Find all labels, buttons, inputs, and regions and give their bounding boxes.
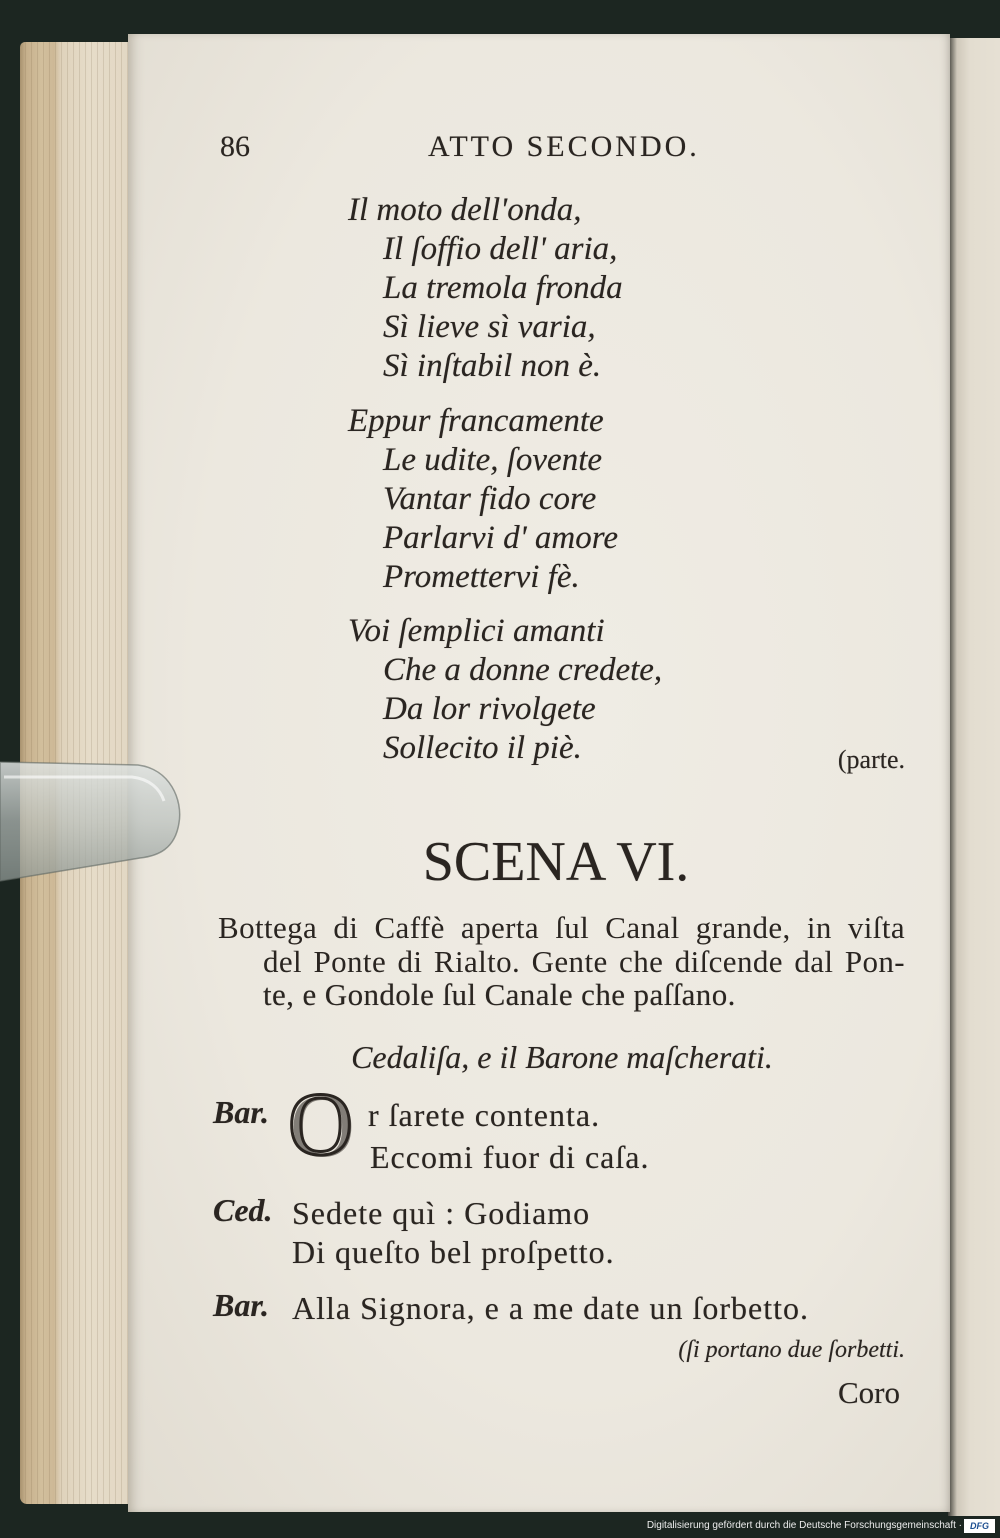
dfg-logo: DFG bbox=[964, 1519, 995, 1533]
verse-line: Che a donne credete, bbox=[383, 652, 663, 688]
verse-line: Le udite, ſovente bbox=[383, 442, 603, 478]
scene-heading: SCENA VI. bbox=[422, 831, 690, 893]
setting-line: Bottega di Caffè aperta ſul Canal grande, in viſta bbox=[218, 910, 905, 945]
dialogue-line: Alla Signora, e a me date un ſorbetto. bbox=[292, 1290, 809, 1326]
drop-cap-initial: O bbox=[288, 1075, 353, 1174]
running-head-title: ATTO SECONDO. bbox=[428, 130, 700, 163]
verse-line: Voi ſemplici amanti bbox=[348, 613, 605, 649]
stanza-3 bbox=[348, 612, 662, 768]
stanza-1 bbox=[348, 191, 623, 386]
dialogue-line: Di queſto bel proſpetto. bbox=[292, 1234, 615, 1270]
setting-line: te, e Gondole ſul Canale che paſſano. bbox=[263, 977, 736, 1012]
verse-line: Vantar fido core bbox=[383, 481, 597, 517]
exit-direction: (parte. bbox=[837, 745, 905, 774]
verse-line: Sì inſtabil non è. bbox=[383, 348, 602, 384]
verse-line: Sì lieve sì varia, bbox=[383, 309, 596, 345]
page-number: 86 bbox=[220, 130, 250, 163]
catchword: Coro bbox=[838, 1375, 900, 1410]
verse-line: La tremola fronda bbox=[383, 270, 623, 306]
verse-line: Il moto dell'onda, bbox=[348, 192, 582, 228]
digitization-credit: Digitalisierung gefördert durch die Deutsche Forschungsgemeinschaft · bbox=[646, 1520, 962, 1531]
speaker-label: Bar. bbox=[213, 1287, 270, 1323]
verse-line: Il ſoffio dell' aria, bbox=[383, 231, 618, 267]
verse-line: Sollecito il piè. bbox=[383, 730, 582, 766]
verse-line: Parlarvi d' amore bbox=[383, 520, 618, 556]
speaker-label: Ced. bbox=[213, 1192, 273, 1228]
dialogue-line: r ſarete contenta. bbox=[368, 1097, 601, 1133]
next-page-edge bbox=[948, 38, 1000, 1516]
glass-clamp bbox=[0, 755, 186, 887]
verse-line: Da lor rivolgete bbox=[383, 691, 596, 727]
dialogue-line: Eccomi fuor di caſa. bbox=[370, 1139, 650, 1175]
scene-characters: Cedaliſa, e il Barone maſcherati. bbox=[351, 1039, 773, 1075]
setting-line: del Ponte di Rialto. Gente che diſcende dal Pon- bbox=[263, 944, 905, 979]
stanza-2 bbox=[348, 402, 618, 597]
verse-line: Eppur francamente bbox=[348, 403, 604, 439]
verse-line: Promettervi fè. bbox=[383, 559, 580, 595]
stage-direction: (ſi portano due ſorbetti. bbox=[678, 1337, 905, 1363]
speaker-label: Bar. bbox=[213, 1094, 270, 1130]
glass-clamp-body bbox=[0, 762, 180, 881]
dialogue-line: Sedete quì : Godiamo bbox=[292, 1195, 591, 1231]
